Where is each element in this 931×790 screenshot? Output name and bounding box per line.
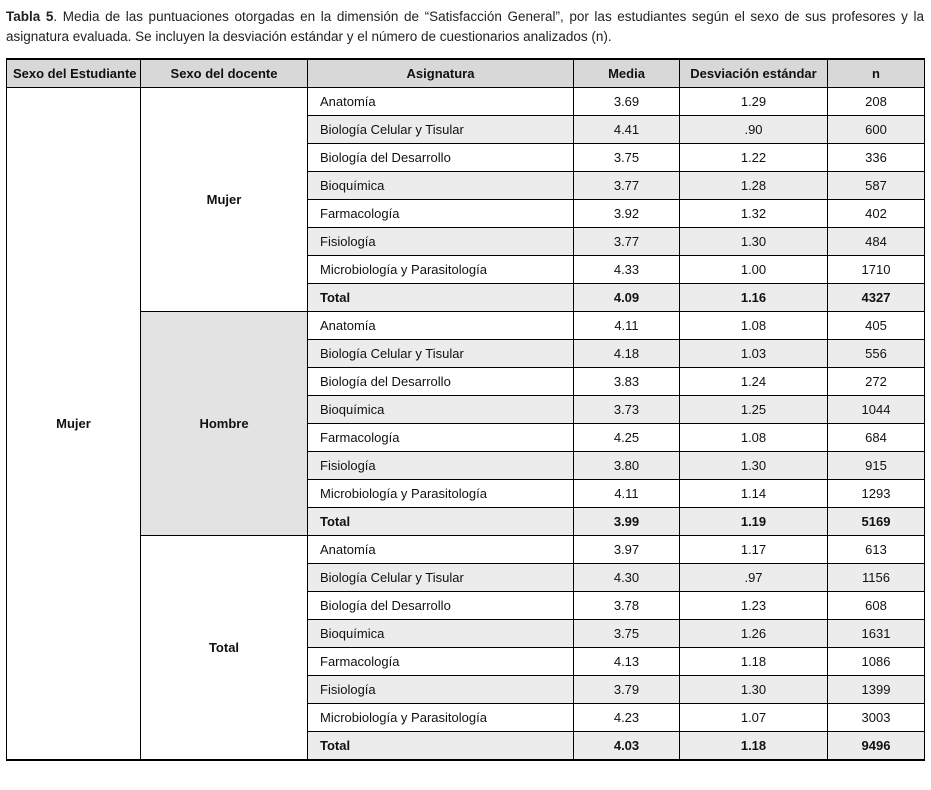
asignatura-cell: Farmacología <box>308 423 574 451</box>
media-cell: 4.03 <box>574 731 680 760</box>
n-cell: 1293 <box>828 479 925 507</box>
n-cell: 402 <box>828 199 925 227</box>
n-cell: 1631 <box>828 619 925 647</box>
table-body <box>7 87 925 760</box>
n-cell: 3003 <box>828 703 925 731</box>
sd-cell: 1.30 <box>680 675 828 703</box>
sd-cell: 1.08 <box>680 311 828 339</box>
asignatura-cell: Anatomía <box>308 535 574 563</box>
media-cell: 4.25 <box>574 423 680 451</box>
asignatura-cell: Total <box>308 731 574 760</box>
n-cell: 208 <box>828 87 925 115</box>
media-cell: 4.09 <box>574 283 680 311</box>
asignatura-cell: Microbiología y Parasitología <box>308 479 574 507</box>
asignatura-cell: Biología del Desarrollo <box>308 367 574 395</box>
table-row <box>7 311 925 339</box>
sd-cell: 1.25 <box>680 395 828 423</box>
media-cell: 4.11 <box>574 311 680 339</box>
asignatura-cell: Anatomía <box>308 87 574 115</box>
n-cell: 1086 <box>828 647 925 675</box>
asignatura-cell: Farmacología <box>308 647 574 675</box>
asignatura-cell: Biología Celular y Tisular <box>308 115 574 143</box>
results-table <box>6 58 925 761</box>
header-row <box>7 59 925 88</box>
sd-cell: 1.03 <box>680 339 828 367</box>
asignatura-cell: Total <box>308 283 574 311</box>
sd-cell: 1.23 <box>680 591 828 619</box>
header-student-sex: Sexo del Estudiante <box>7 59 141 88</box>
sd-cell: 1.16 <box>680 283 828 311</box>
n-cell: 608 <box>828 591 925 619</box>
n-cell: 1399 <box>828 675 925 703</box>
media-cell: 4.30 <box>574 563 680 591</box>
table-row <box>7 535 925 563</box>
sd-cell: 1.32 <box>680 199 828 227</box>
n-cell: 405 <box>828 311 925 339</box>
header-asignatura: Asignatura <box>308 59 574 88</box>
sd-cell: 1.17 <box>680 535 828 563</box>
media-cell: 3.73 <box>574 395 680 423</box>
sd-cell: 1.28 <box>680 171 828 199</box>
docente-sex-cell: Hombre <box>141 311 308 535</box>
asignatura-cell: Bioquímica <box>308 619 574 647</box>
asignatura-cell: Biología Celular y Tisular <box>308 339 574 367</box>
asignatura-cell: Fisiología <box>308 227 574 255</box>
n-cell: 4327 <box>828 283 925 311</box>
table-row <box>7 87 925 115</box>
asignatura-cell: Microbiología y Parasitología <box>308 255 574 283</box>
table-header <box>7 59 925 88</box>
header-media: Media <box>574 59 680 88</box>
sd-cell: 1.30 <box>680 451 828 479</box>
media-cell: 3.77 <box>574 227 680 255</box>
sd-cell: 1.26 <box>680 619 828 647</box>
asignatura-cell: Anatomía <box>308 311 574 339</box>
media-cell: 3.69 <box>574 87 680 115</box>
sd-cell: .90 <box>680 115 828 143</box>
media-cell: 4.33 <box>574 255 680 283</box>
media-cell: 3.80 <box>574 451 680 479</box>
header-desviacion: Desviación estándar <box>680 59 828 88</box>
asignatura-cell: Bioquímica <box>308 395 574 423</box>
media-cell: 3.83 <box>574 367 680 395</box>
media-cell: 3.77 <box>574 171 680 199</box>
media-cell: 3.75 <box>574 143 680 171</box>
sd-cell: .97 <box>680 563 828 591</box>
asignatura-cell: Farmacología <box>308 199 574 227</box>
n-cell: 613 <box>828 535 925 563</box>
table-caption <box>6 7 924 48</box>
asignatura-cell: Biología del Desarrollo <box>308 591 574 619</box>
sd-cell: 1.08 <box>680 423 828 451</box>
asignatura-cell: Bioquímica <box>308 171 574 199</box>
media-cell: 4.23 <box>574 703 680 731</box>
docente-sex-cell: Total <box>141 535 308 760</box>
media-cell: 4.13 <box>574 647 680 675</box>
asignatura-cell: Total <box>308 507 574 535</box>
caption-text: . Media de las puntuaciones otorgadas en la dimensión de “Satisfacción General”, por las estudiantes según el sexo de sus profesores y la asignatura evaluada. Se incluyen la desviación estándar y el número de cuestionarios analizados (n). <box>6 9 924 45</box>
n-cell: 1710 <box>828 255 925 283</box>
docente-sex-cell: Mujer <box>141 87 308 311</box>
sd-cell: 1.24 <box>680 367 828 395</box>
n-cell: 272 <box>828 367 925 395</box>
n-cell: 484 <box>828 227 925 255</box>
sd-cell: 1.18 <box>680 647 828 675</box>
sd-cell: 1.00 <box>680 255 828 283</box>
media-cell: 3.99 <box>574 507 680 535</box>
asignatura-cell: Microbiología y Parasitología <box>308 703 574 731</box>
media-cell: 3.79 <box>574 675 680 703</box>
sd-cell: 1.29 <box>680 87 828 115</box>
header-n: n <box>828 59 925 88</box>
asignatura-cell: Fisiología <box>308 675 574 703</box>
asignatura-cell: Biología del Desarrollo <box>308 143 574 171</box>
asignatura-cell: Biología Celular y Tisular <box>308 563 574 591</box>
media-cell: 3.97 <box>574 535 680 563</box>
n-cell: 684 <box>828 423 925 451</box>
media-cell: 4.18 <box>574 339 680 367</box>
media-cell: 3.78 <box>574 591 680 619</box>
caption-label: Tabla 5 <box>6 9 54 24</box>
sd-cell: 1.18 <box>680 731 828 760</box>
media-cell: 4.11 <box>574 479 680 507</box>
sd-cell: 1.19 <box>680 507 828 535</box>
sd-cell: 1.07 <box>680 703 828 731</box>
media-cell: 3.75 <box>574 619 680 647</box>
sd-cell: 1.22 <box>680 143 828 171</box>
n-cell: 915 <box>828 451 925 479</box>
media-cell: 4.41 <box>574 115 680 143</box>
n-cell: 5169 <box>828 507 925 535</box>
sd-cell: 1.14 <box>680 479 828 507</box>
sd-cell: 1.30 <box>680 227 828 255</box>
n-cell: 1044 <box>828 395 925 423</box>
header-docente-sex: Sexo del docente <box>141 59 308 88</box>
n-cell: 1156 <box>828 563 925 591</box>
n-cell: 587 <box>828 171 925 199</box>
n-cell: 556 <box>828 339 925 367</box>
n-cell: 600 <box>828 115 925 143</box>
media-cell: 3.92 <box>574 199 680 227</box>
n-cell: 336 <box>828 143 925 171</box>
n-cell: 9496 <box>828 731 925 760</box>
student-sex-cell: Mujer <box>7 87 141 760</box>
asignatura-cell: Fisiología <box>308 451 574 479</box>
